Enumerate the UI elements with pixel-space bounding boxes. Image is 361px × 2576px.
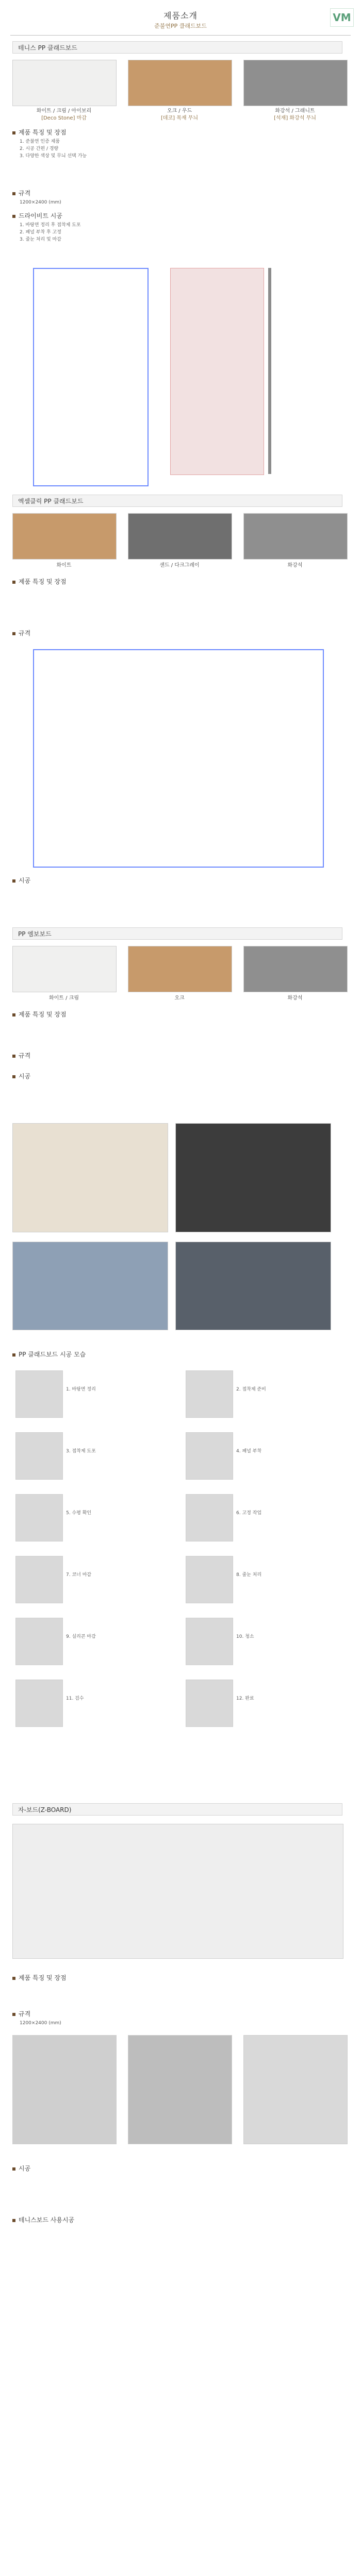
gallery-photo-6 (186, 1494, 233, 1541)
bullet-icon (12, 879, 15, 883)
gallery-photo-9 (15, 1618, 63, 1665)
size-heading-1: 규격 (12, 189, 30, 197)
section3-caption-2: 오크 (174, 995, 185, 1001)
gallery-photo-7 (15, 1556, 63, 1603)
gallery-step-6: 6. 고정 작업 (236, 1511, 262, 1516)
bullet-icon (12, 581, 15, 584)
swatch-subcaption-1: [Deco Stone] 마감 (41, 115, 87, 121)
bullet-icon (12, 2013, 15, 2016)
bullet-icon (12, 2219, 15, 2222)
section3-swatch-3 (243, 946, 348, 992)
section2-swatch-1 (12, 513, 117, 560)
bullet-icon (12, 632, 15, 635)
features-heading-3: 제품 특징 및 장점 (12, 1010, 67, 1019)
photo-building-1 (12, 1242, 168, 1330)
gallery-step-12: 12. 완료 (236, 1696, 254, 1701)
brand-logo: ⅤM (330, 8, 354, 27)
gallery-step-10: 10. 청소 (236, 1634, 254, 1639)
gallery-photo-3 (15, 1432, 63, 1480)
swatch-caption-1: 화이트 / 크림 / 아이보리 (36, 108, 92, 114)
install-diagram-detail (170, 268, 264, 475)
gallery-step-11: 11. 검수 (66, 1696, 84, 1701)
size-heading-3: 규격 (12, 1051, 30, 1060)
install-heading-3: 시공 (12, 1072, 30, 1080)
section2-diagram (33, 649, 324, 868)
gallery-step-8: 8. 줄눈 처리 (236, 1572, 262, 1578)
install-list-1: 1. 바탕면 정리 후 접착제 도포 2. 패널 부착 후 고정 3. 줄눈 처리 및 마감 (20, 223, 81, 242)
gallery-photo-4 (186, 1432, 233, 1480)
swatch-caption-3: 화강석 / 그래니트 (275, 108, 315, 114)
bullet-icon (12, 1075, 15, 1078)
zboard-photo-3 (243, 2035, 348, 2144)
section-title-2: 엑셀클릭 PP 클래드보드 (12, 495, 342, 507)
section2-caption-3: 화강석 (287, 563, 303, 568)
tools-heading: 테니스보드 사용시공 (12, 2215, 74, 2224)
install-heading-1: 드라이비트 시공 (12, 211, 62, 220)
section2-caption-2: 샌드 / 다크그레이 (159, 563, 200, 568)
gallery-heading: PP 클래드보드 시공 모습 (12, 1350, 86, 1359)
gallery-photo-2 (186, 1370, 233, 1418)
gallery-step-7: 7. 코너 마감 (66, 1572, 92, 1578)
bullet-icon (12, 1013, 15, 1016)
install-diagram-panel (33, 268, 149, 486)
page-subtitle: 준불연PP 클래드보드 (154, 23, 207, 29)
swatch-subcaption-2: [데코] 목재 무늬 (160, 115, 199, 121)
size-value-4: 1200×2400 (mm) (20, 2021, 61, 2026)
size-heading-4: 규격 (12, 2009, 30, 2018)
gallery-step-2: 2. 접착제 준비 (236, 1387, 266, 1392)
page-title: 제품소개 (163, 11, 198, 21)
swatch-caption-2: 오크 / 우드 (167, 108, 192, 114)
gallery-photo-5 (15, 1494, 63, 1541)
features-heading-1: 제품 특징 및 장점 (12, 128, 67, 137)
section-title-3: PP 엠보보드 (12, 927, 342, 940)
section3-swatch-2 (128, 946, 232, 992)
zboard-hero-image (12, 1824, 343, 1959)
photo-stack-2 (175, 1123, 331, 1232)
gallery-photo-10 (186, 1618, 233, 1665)
gallery-step-3: 3. 접착제 도포 (66, 1449, 96, 1454)
photo-stack-1 (12, 1123, 168, 1232)
swatch-granite-image (243, 60, 348, 106)
zboard-photo-1 (12, 2035, 117, 2144)
gallery-photo-12 (186, 1680, 233, 1727)
bullet-icon (12, 215, 15, 218)
photo-building-2 (175, 1242, 331, 1330)
features-heading-4: 제품 특징 및 장점 (12, 1973, 67, 1982)
section3-caption-3: 화강석 (287, 995, 303, 1001)
features-heading-2: 제품 특징 및 장점 (12, 577, 67, 586)
install-diagram-rail (268, 268, 271, 474)
section2-swatch-3 (243, 513, 348, 560)
section-title-4: 자-보드(Z-BOARD) (12, 1803, 342, 1816)
bullet-icon (12, 1977, 15, 1980)
swatch-oak-image (128, 60, 232, 106)
zboard-photo-2 (128, 2035, 232, 2144)
gallery-step-9: 9. 실리콘 마감 (66, 1634, 96, 1639)
bullet-icon (12, 1055, 15, 1058)
section2-caption-1: 화이트 (56, 563, 72, 568)
gallery-step-4: 4. 패널 부착 (236, 1449, 262, 1454)
install-heading-4: 시공 (12, 2164, 30, 2173)
install-heading-2: 시공 (12, 876, 30, 885)
gallery-photo-11 (15, 1680, 63, 1727)
bullet-icon (12, 2167, 15, 2171)
bullet-icon (12, 1353, 15, 1357)
header-divider (10, 35, 351, 36)
bullet-icon (12, 131, 15, 134)
gallery-step-5: 5. 수평 확인 (66, 1511, 92, 1516)
features-list-1: 1. 준불연 인증 제품 2. 시공 간편 / 경량 3. 다양한 색상 및 무늬 선택 가능 (20, 139, 87, 159)
swatch-subcaption-3: [석재] 화강석 무늬 (274, 115, 316, 121)
gallery-step-1: 1. 바탕면 정리 (66, 1387, 96, 1392)
gallery-photo-8 (186, 1556, 233, 1603)
size-value-1: 1200×2400 (mm) (20, 200, 61, 205)
size-heading-2: 규격 (12, 629, 30, 637)
bullet-icon (12, 192, 15, 195)
gallery-photo-1 (15, 1370, 63, 1418)
section2-swatch-2 (128, 513, 232, 560)
section3-swatch-1 (12, 946, 117, 992)
section3-caption-1: 화이트 / 크림 (48, 995, 79, 1001)
section-title-1: 테니스 PP 클래드보드 (12, 41, 342, 54)
swatch-white-image (12, 60, 117, 106)
